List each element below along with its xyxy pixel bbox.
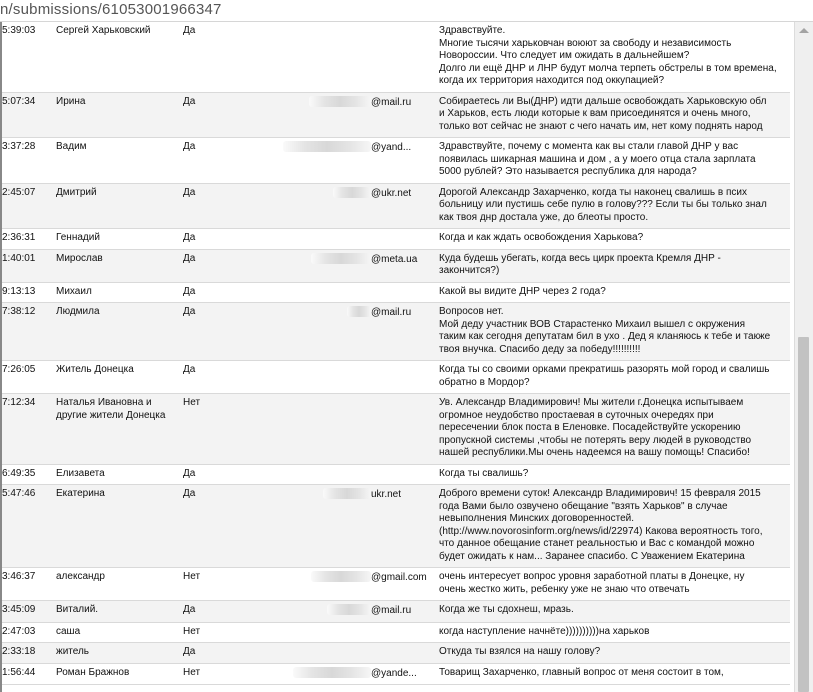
submission-time: 1:40:01 xyxy=(2,249,56,282)
address-bar[interactable] xyxy=(0,0,813,22)
answer-value: Да xyxy=(183,643,253,664)
left-border xyxy=(0,22,2,692)
message-text: Когда же ты сдохнеш, мразь. xyxy=(439,601,790,623)
email-cell xyxy=(253,601,439,623)
table-row xyxy=(2,361,790,394)
submission-time: 7:26:05 xyxy=(2,361,56,394)
message-text: Дорогой Александр Захарченко, когда ты наконец свалишь в псих больницу или пустишь себе пулю в голову??? Если ты бы только знал как твоя днр достала уже, до блеоты просто. xyxy=(439,183,790,229)
answer-value: Да xyxy=(183,183,253,229)
message-text: Куда будешь убегать, когда весь цирк проекта Кремля ДНР - закончится?) xyxy=(439,249,790,282)
answer-value: Да xyxy=(183,229,253,250)
email-cell xyxy=(253,663,439,685)
answer-value: Да xyxy=(183,303,253,361)
answer-value: Да xyxy=(183,601,253,623)
table-row xyxy=(2,183,790,229)
submission-time: 9:13:13 xyxy=(2,282,56,303)
submitter-name: Сергей Харьковский xyxy=(56,22,183,92)
submission-time: 6:49:35 xyxy=(2,464,56,485)
table-row xyxy=(2,485,790,568)
redacted-email-blur xyxy=(311,253,371,264)
email-cell xyxy=(253,568,439,601)
submission-time: 7:38:12 xyxy=(2,303,56,361)
email-cell xyxy=(253,138,439,184)
message-text: очень интересует вопрос уровня заработной платы в Донецке, ну очень жестко жить, ребенку уже не знаю что отвечать xyxy=(439,568,790,601)
answer-value: Да xyxy=(183,138,253,184)
message-text: Здравствуйте, почему с момента как вы стали главой ДНР у вас появилась шикарная машина и дом , а у моего отца стала зарплата 5000 рублей? Это называется республика для народа? xyxy=(439,138,790,184)
redacted-email-blur xyxy=(327,604,371,615)
email-cell xyxy=(253,485,439,568)
submissions-table xyxy=(2,22,790,685)
submitter-name: Наталья Ивановна и другие жители Донецка xyxy=(56,394,183,465)
answer-value: Да xyxy=(183,485,253,568)
answer-value: Да xyxy=(183,282,253,303)
submitter-name: Роман Бражнов xyxy=(56,663,183,685)
submitter-name: Виталий. xyxy=(56,601,183,623)
submission-time: 2:47:03 xyxy=(2,622,56,643)
email-cell xyxy=(253,282,439,303)
email-cell xyxy=(253,643,439,664)
answer-value: Да xyxy=(183,464,253,485)
message-text: Здравствуйте. Многие тысячи харьковчан воюют за свободу и независимость Новороссии. Что следует им ожидать в дальнейшем? Долго ли ещё ДНР и ЛНР будут молча терпеть обстрелы в том времена, когда их территория находится под оккупацией? xyxy=(439,22,790,92)
email-domain: ukr.net xyxy=(371,489,402,500)
table-row xyxy=(2,92,790,138)
email-cell xyxy=(253,464,439,485)
submission-time: 2:45:07 xyxy=(2,183,56,229)
table-row xyxy=(2,303,790,361)
submitter-name: Екатерина xyxy=(56,485,183,568)
email-domain: @yand... xyxy=(371,142,412,153)
url-text: n/submissions/61053001966347 xyxy=(0,1,222,18)
message-text: Когда и как ждать освобождения Харькова? xyxy=(439,229,790,250)
submission-time: 5:39:03 xyxy=(2,22,56,92)
message-text: Когда ты со своими орками прекратишь разорять мой город и свалишь обратно в Мордор? xyxy=(439,361,790,394)
email-domain: @meta.ua xyxy=(371,253,418,265)
vertical-scrollbar[interactable] xyxy=(794,22,813,692)
email-cell xyxy=(253,303,439,361)
submitter-name: житель xyxy=(56,643,183,664)
table-row xyxy=(2,138,790,184)
table-row xyxy=(2,663,790,685)
submission-time: 3:46:37 xyxy=(2,568,56,601)
email-domain: @yande... xyxy=(371,667,417,679)
email-cell xyxy=(253,622,439,643)
redacted-email-blur xyxy=(283,141,371,152)
submission-time: 7:12:34 xyxy=(2,394,56,465)
redacted-email-blur xyxy=(293,667,371,678)
submission-time: 5:47:46 xyxy=(2,485,56,568)
redacted-email-blur xyxy=(347,306,371,317)
submitter-name: Мирослав xyxy=(56,249,183,282)
email-cell xyxy=(253,22,439,92)
table-row xyxy=(2,643,790,664)
answer-value: Нет xyxy=(183,568,253,601)
submission-time: 2:36:31 xyxy=(2,229,56,250)
answer-value: Да xyxy=(183,22,253,92)
answer-value: Да xyxy=(183,92,253,138)
redacted-email-blur xyxy=(309,96,371,107)
submitter-name: Вадим xyxy=(56,138,183,184)
email-cell xyxy=(253,394,439,465)
table-row xyxy=(2,249,790,282)
email-cell xyxy=(253,361,439,394)
message-text: Когда ты свалишь? xyxy=(439,464,790,485)
submitter-name: Ирина xyxy=(56,92,183,138)
table-row xyxy=(2,22,790,92)
table-row xyxy=(2,394,790,465)
email-domain: @mail.ru xyxy=(371,96,412,108)
submitter-name: Дмитрий xyxy=(56,183,183,229)
submitter-name: Михаил xyxy=(56,282,183,303)
email-cell xyxy=(253,92,439,138)
submission-time: 3:37:28 xyxy=(2,138,56,184)
email-cell xyxy=(253,249,439,282)
answer-value: Да xyxy=(183,249,253,282)
email-domain: @ukr.net xyxy=(371,187,412,199)
submission-time: 5:07:34 xyxy=(2,92,56,138)
answer-value: Нет xyxy=(183,663,253,685)
message-text: Товарищ Захарченко, главный вопрос от меня состоит в том, xyxy=(439,663,790,685)
answer-value: Нет xyxy=(183,622,253,643)
email-domain: @mail.ru xyxy=(371,605,412,616)
message-text: Вопросов нет. Мой деду участник ВОВ Старастенко Михаил вышел с окружения таким как сегодня депутатам бил в ухо . Дед я кланяюсь к тебе и также твоя внучка. Спасибо деду за победу!!!!!!!!!! xyxy=(439,303,790,361)
message-text: когда наступление начнёте))))))))))на харьков xyxy=(439,622,790,643)
table-row xyxy=(2,229,790,250)
submitter-name: александр xyxy=(56,568,183,601)
redacted-email-blur xyxy=(333,187,371,198)
message-text: Доброго времени суток! Александр Владимирович! 15 февраля 2015 года Вами было озвучено обещание "взять Харьков" в случае невыполнения Минских договоренностей. (http://www.novorosinform.org/news/id/22974) Какова вероятность того, что данное обещание станет реальностью и Вас с командой можно будет ожидать к нам... Заранее спасибо. С Уважением Екатерина xyxy=(439,485,790,568)
submission-time: 3:45:09 xyxy=(2,601,56,623)
scrollbar-thumb[interactable] xyxy=(798,337,809,692)
table-row xyxy=(2,464,790,485)
submission-time: 2:33:18 xyxy=(2,643,56,664)
submitter-name: Геннадий xyxy=(56,229,183,250)
submitter-name: саша xyxy=(56,622,183,643)
submitter-name: Людмила xyxy=(56,303,183,361)
message-text: Какой вы видите ДНР через 2 года? xyxy=(439,282,790,303)
email-domain: @mail.ru xyxy=(371,307,412,318)
redacted-email-blur xyxy=(311,571,371,582)
message-text: Ув. Александр Владимирович! Мы жители г.Донецка испытываем огромное неудобство простаевая в суточных очередях при пересечении блок поста в Еленовке. Посадействуйте ускорению пропускной системы ,чтобы не потерять веру людей в руководство нашей республики.Мы очень надеемся на вашу помощь! Спасибо! xyxy=(439,394,790,465)
email-cell xyxy=(253,183,439,229)
table-row xyxy=(2,622,790,643)
redacted-email-blur xyxy=(323,488,371,499)
table-row xyxy=(2,568,790,601)
submitter-name: Елизавета xyxy=(56,464,183,485)
message-text: Откуда ты взялся на нашу голову? xyxy=(439,643,790,664)
table-row xyxy=(2,601,790,623)
submissions-page xyxy=(0,22,794,692)
email-domain: @gmail.com xyxy=(371,572,427,583)
answer-value: Да xyxy=(183,361,253,394)
submitter-name: Житель Донецка xyxy=(56,361,183,394)
message-text: Собираетесь ли Вы(ДНР) идти дальше освобождать Харьковскую обл и Харьков, есть люди которые к вам присоединятся и очень много, только вот сейчас не знают с чего начать им, нет кому поднять народ xyxy=(439,92,790,138)
submission-time: 1:56:44 xyxy=(2,663,56,685)
table-row xyxy=(2,282,790,303)
answer-value: Нет xyxy=(183,394,253,465)
email-cell xyxy=(253,229,439,250)
scroll-up-arrow-icon[interactable] xyxy=(799,28,809,33)
